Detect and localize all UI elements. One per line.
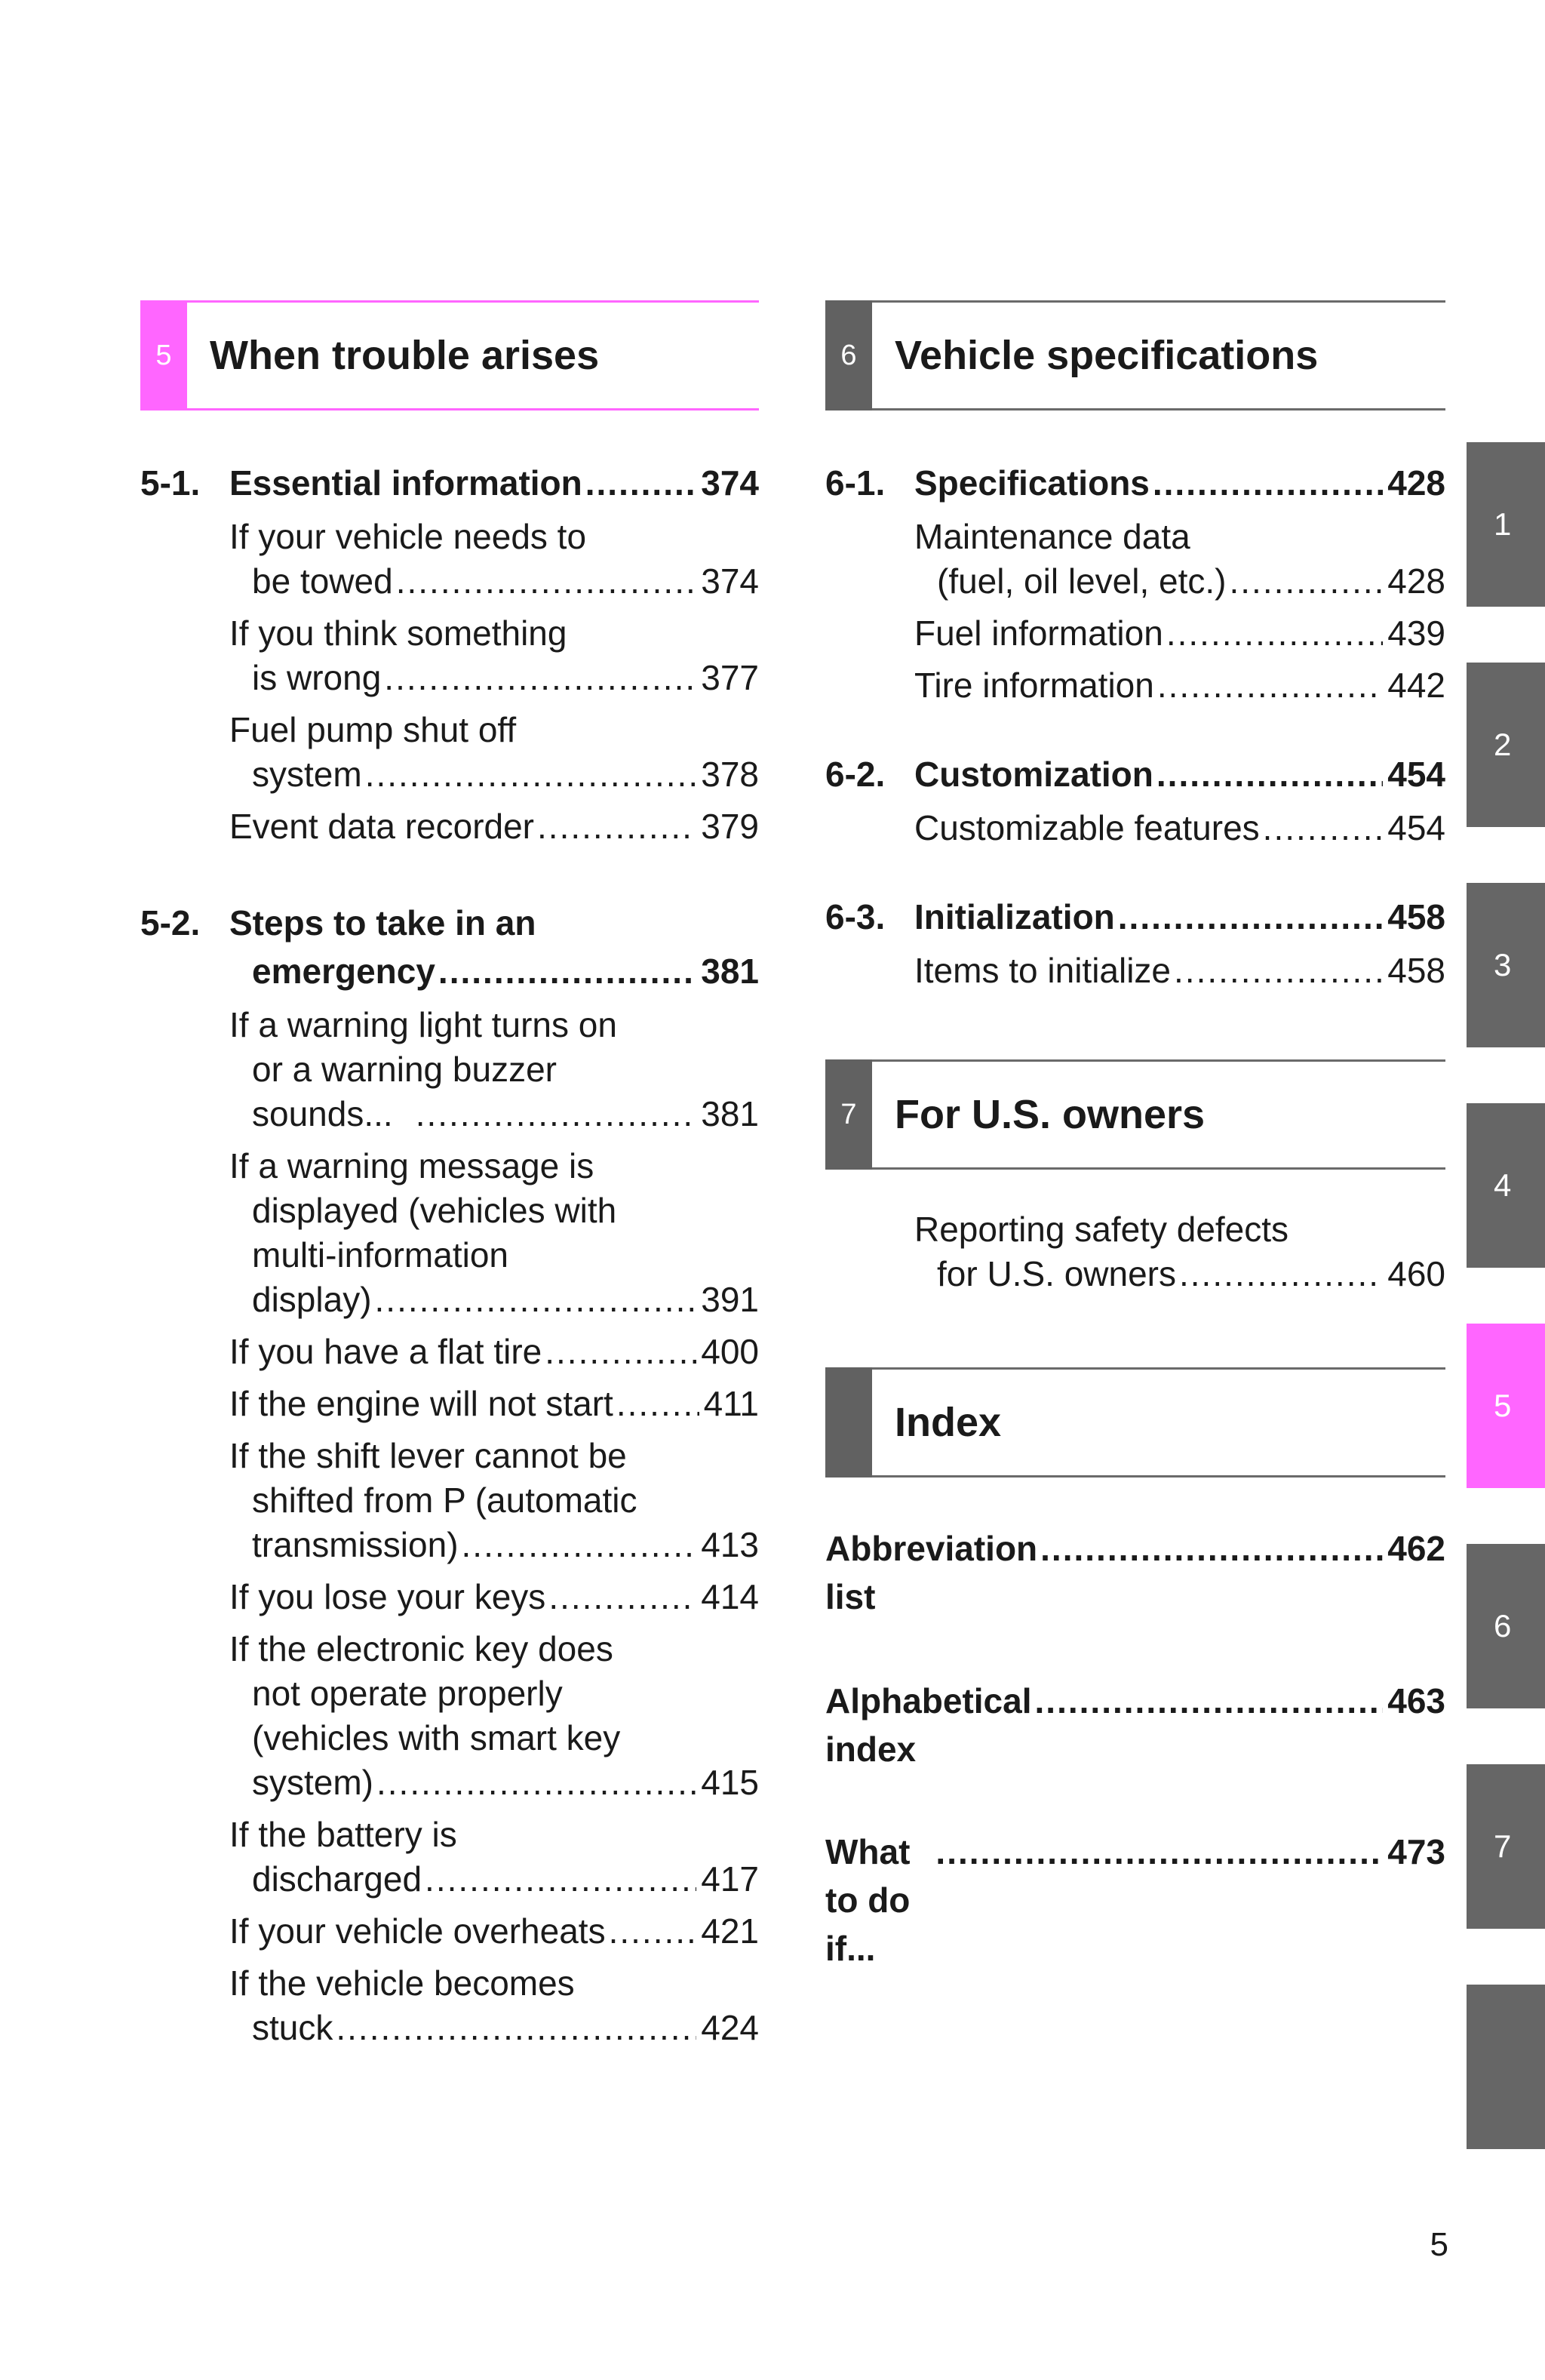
index-entry[interactable]: Abbreviation list ..... 462: [825, 1524, 1445, 1621]
toc-entry[interactable]: If the engine will not start ..... 411: [140, 1382, 759, 1426]
toc-entry[interactable]: Fuel information ..... 439: [825, 611, 1445, 656]
chapter-title: Vehicle specifications: [895, 333, 1319, 378]
toc-entry[interactable]: Maintenance data (fuel, oil level, etc.) ..... 428: [825, 515, 1445, 604]
section-heading[interactable]: 5-2. Steps to take in an: [140, 903, 536, 942]
toc-entry[interactable]: If you lose your keys ..... 414: [140, 1575, 759, 1619]
toc-entry[interactable]: Reporting safety defects for U.S. owners ..... 460: [825, 1207, 1445, 1296]
tab-chapter-1[interactable]: 1: [1467, 442, 1545, 607]
index-entry[interactable]: Alphabetical index ..... 463: [825, 1677, 1445, 1773]
toc-entry[interactable]: If the electronic key does not operate properly (vehicles with smart key system) ..... 415: [140, 1627, 759, 1805]
section-heading[interactable]: 5-1. Essential information ..... 374: [140, 459, 759, 507]
toc-entry[interactable]: If the battery is discharged ..... 417: [140, 1813, 759, 1902]
toc-entry[interactable]: If your vehicle needs to be towed ..... 374: [140, 515, 759, 604]
section-heading[interactable]: 6-3. Initialization ..... 458: [825, 893, 1445, 941]
section-5-1: [140, 459, 759, 849]
index-list: [825, 1524, 1445, 1973]
section-5-2: [140, 899, 759, 2050]
tab-chapter-2[interactable]: 2: [1467, 663, 1545, 827]
chapter-7-heading: [825, 1059, 1445, 1170]
chapter-title: When trouble arises: [210, 333, 600, 378]
toc-entry[interactable]: If the vehicle becomes stuck ..... 424: [140, 1961, 759, 2050]
left-column: [140, 300, 759, 2050]
chapter-number: 7: [825, 1059, 872, 1170]
tab-chapter-4[interactable]: 4: [1467, 1103, 1545, 1268]
chapter-number: 5: [140, 300, 187, 411]
tab-chapter-5[interactable]: 5: [1467, 1324, 1545, 1488]
tab-index[interactable]: [1467, 1985, 1545, 2149]
toc-entry[interactable]: Customizable features ..... 454: [825, 806, 1445, 850]
toc-entry[interactable]: If you think something is wrong ..... 377: [140, 611, 759, 700]
toc-entry[interactable]: If the shift lever cannot be shifted from P (automatic transmission) ..... 413: [140, 1434, 759, 1567]
toc-entry[interactable]: If a warning message is displayed (vehicles with multi-information display) ..... 391: [140, 1144, 759, 1322]
chapter-number: 6: [825, 300, 872, 411]
chapter-5-heading: [140, 300, 759, 411]
section-6-3: [825, 893, 1445, 993]
index-heading: [825, 1367, 1445, 1478]
section-6-2: [825, 750, 1445, 850]
index-entry[interactable]: What to do if... ..... 473: [825, 1828, 1445, 1973]
toc-entry[interactable]: Tire information ..... 442: [825, 663, 1445, 708]
section-heading[interactable]: 6-2. Customization ..... 454: [825, 750, 1445, 798]
tab-chapter-3[interactable]: 3: [1467, 883, 1545, 1047]
index-marker: [825, 1367, 872, 1478]
toc-entry[interactable]: Event data recorder ..... 379: [140, 804, 759, 849]
chapter-6-heading: [825, 300, 1445, 411]
chapter-title: For U.S. owners: [895, 1092, 1206, 1137]
toc-entry[interactable]: If your vehicle overheats ..... 421: [140, 1909, 759, 1954]
right-column: [825, 300, 1445, 1973]
tab-chapter-7[interactable]: 7: [1467, 1764, 1545, 1929]
section-6-1: [825, 459, 1445, 708]
tab-chapter-6[interactable]: 6: [1467, 1544, 1545, 1708]
toc-entry[interactable]: Fuel pump shut off system ..... 378: [140, 708, 759, 797]
toc-entry[interactable]: If a warning light turns on or a warning buzzer sounds... ..... 381: [140, 1003, 759, 1136]
page-number: 5: [1430, 2226, 1448, 2263]
section-heading-cont[interactable]: emergency ..... 381: [140, 947, 759, 995]
toc-entry[interactable]: If you have a flat tire ..... 400: [140, 1330, 759, 1374]
toc-entry[interactable]: Items to initialize ..... 458: [825, 949, 1445, 993]
section-heading[interactable]: 6-1. Specifications ..... 428: [825, 459, 1445, 507]
index-title: Index: [895, 1400, 1002, 1445]
